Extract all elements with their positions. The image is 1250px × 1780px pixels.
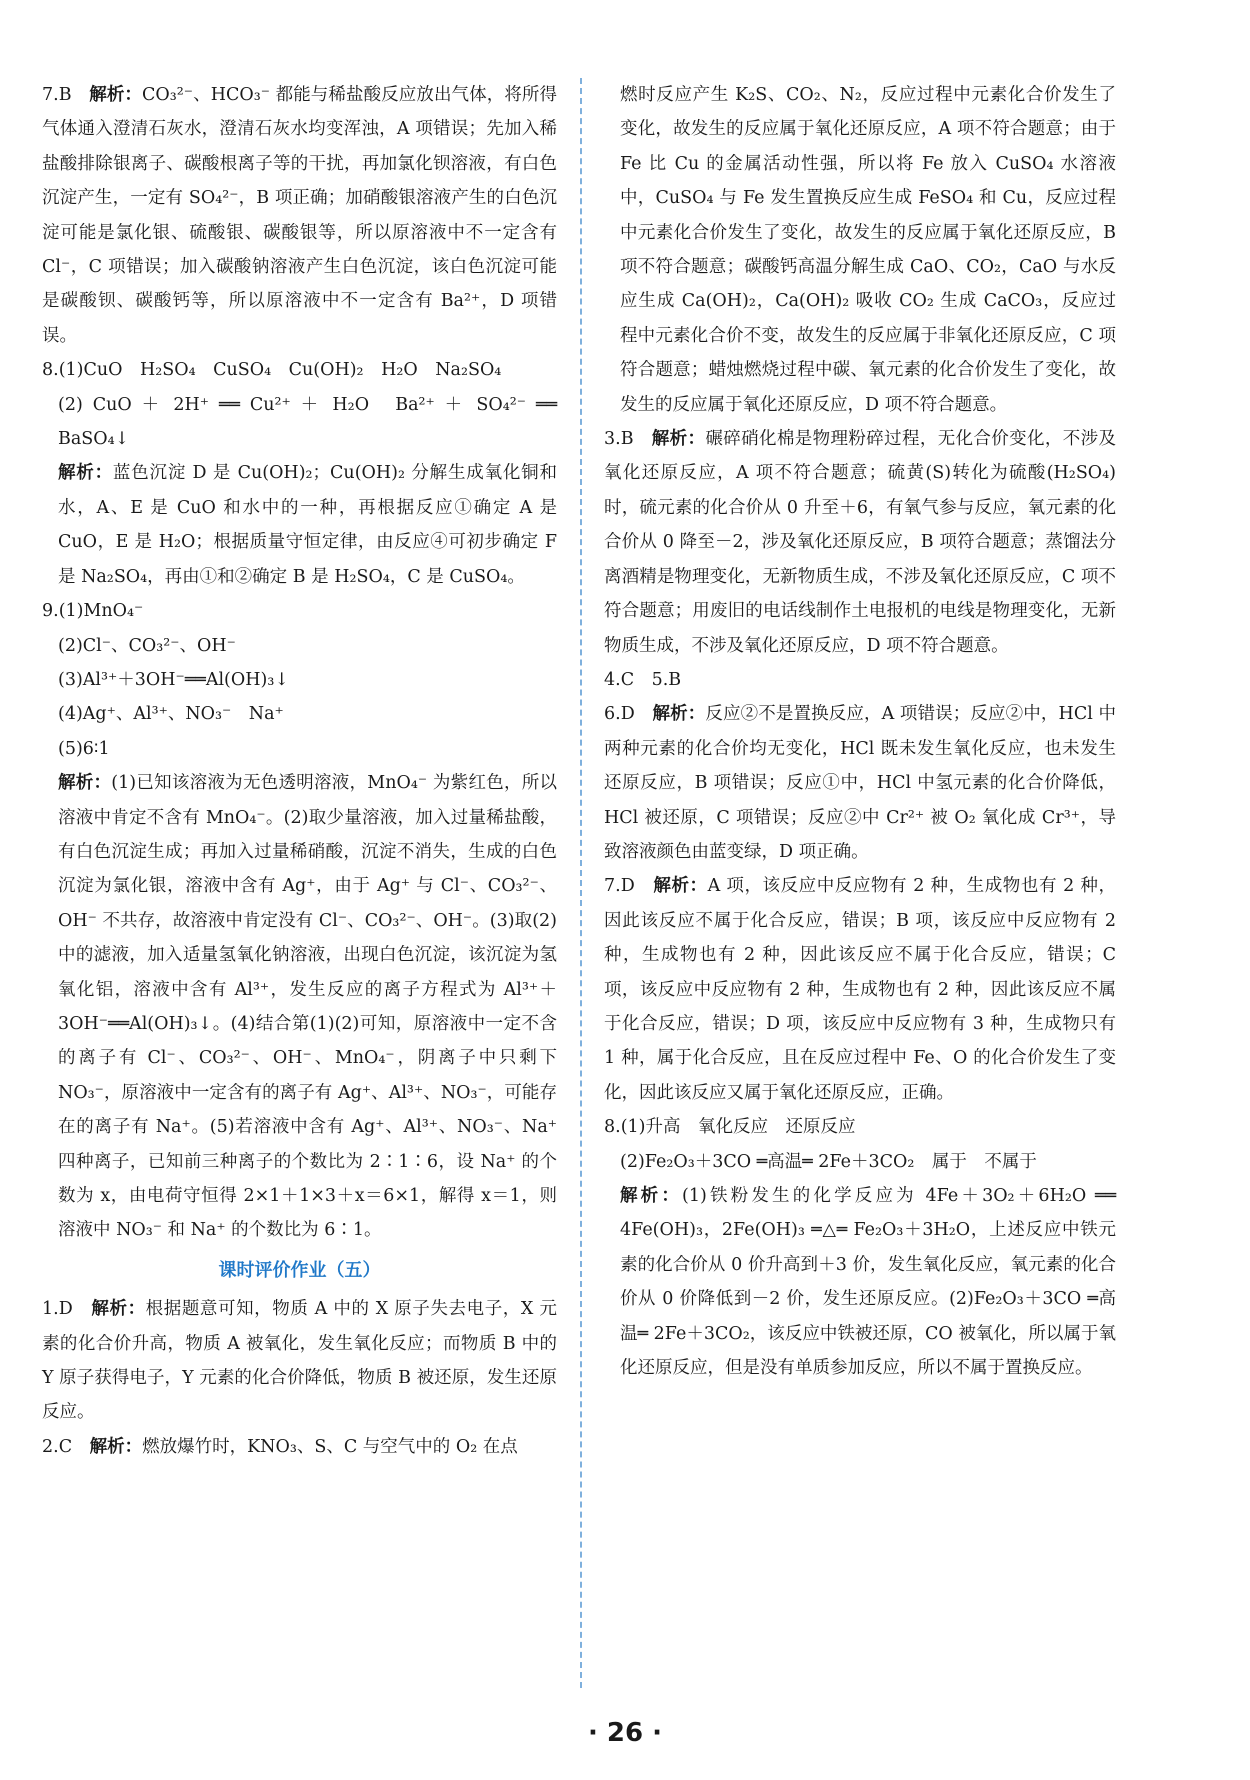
answer-9-4: (4)Ag⁺、Al³⁺、NO₃⁻ Na⁺ [58,704,284,725]
section-answer-8-analysis: 解析：(1)铁粉发生的化学反应为 4Fe＋3O₂＋6H₂O ══ 4Fe(OH)₃，2Fe(OH)₃ ═△═ Fe₂O₃＋3H₂O，上述反应中铁元素的化合价从 0 价升高到＋3 价，发生氧化反应，氧元素的化合价从 0 价降低到－2 价，发生还原反应。(2)Fe₂O₃＋3CO ═高温═ 2Fe＋3CO₂，该反应中铁被还原，CO 被氧化，所以属于氧化还原反应，但是没有单质参加反应，所以不属于置换反应。 [620,1186,1117,1379]
section-answer-2-start: 2.C 解析：燃放爆竹时，KNO₃、S、C 与空气中的 O₂ 在点 [42,1436,518,1457]
page-number [0,1718,1250,1748]
analysis-marker: 解析： [620,1186,683,1206]
answer-8-analysis: 解析：蓝色沉淀 D 是 Cu(OH)₂；Cu(OH)₂ 分解生成氧化铜和水，A、E 是 CuO 和水中的一种，再根据反应①确定 A 是 CuO，E 是 H₂O；根据质量守恒定律，由反应④可初步确定 F 是 Na₂SO₄，再由①和②确定 B 是 H₂SO₄，C 是 CuSO₄。 [58,463,557,587]
answer-9-3: (3)Al³⁺＋3OH⁻══Al(OH)₃↓ [58,669,290,690]
answer-9-5: (5)6∶1 [58,738,110,759]
analysis-marker: 解析： [651,429,706,450]
page-dot-left: · [587,1718,607,1748]
analysis-marker: 解析： [58,773,112,794]
answer-9-2: (2)Cl⁻、CO₃²⁻、OH⁻ [58,635,236,656]
analysis-marker: 解析： [91,1299,146,1320]
analysis-marker: 解析： [89,85,143,105]
section-answer-1: 1.D 解析：根据题意可知，物质 A 中的 X 原子失去电子，X 元素的化合价升高，物质 A 被氧化，发生氧化反应；而物质 B 中的 Y 原子获得电子，Y 元素的化合价降低，物质 B 被还原，发生还原反应。 [42,1299,558,1423]
section-title: 课时评价作业（五） [218,1259,381,1281]
answer-7: 7.B 解析：CO₃²⁻、HCO₃⁻ 都能与稀盐酸反应放出气体，将所得气体通入澄清石灰水，澄清石灰水均变浑浊，A 项错误；先加入稀盐酸排除银离子、碳酸根离子等的干扰，再加氯化钡溶液，有白色沉淀产生，一定有 SO₄²⁻，B 项正确；加硝酸银溶液产生的白色沉淀可能是氯化银、硫酸银、碳酸银等，所以原溶液中不一定含有 Cl⁻，C 项错误；加入碳酸钠溶液产生白色沉淀，该白色沉淀可能是碳酸钡、碳酸钙等，所以原溶液中不一定含有 Ba²⁺，D 项错误。 [42,85,557,346]
analysis-marker: 解析： [653,876,708,897]
section-answer-8-1: 8.(1)升高 氧化反应 还原反应 [604,1117,856,1138]
left-column [42,78,557,1464]
section-answer-6: 6.D 解析：反应②不是置换反应，A 项错误；反应②中，HCl 中两种元素的化合价均无变化，HCl 既未发生氧化反应，也未发生还原反应，B 项错误；反应①中，HCl 中氢元素的化合价降低，HCl 被还原，C 项错误；反应②中 Cr²⁺ 被 O₂ 氧化成 Cr³⁺，导致溶液颜色由蓝变绿，D 项正确。 [604,704,1116,862]
section-answer-3: 3.B 解析：碾碎硝化棉是物理粉碎过程，无化合价变化，不涉及氧化还原反应，A 项不符合题意；硫黄(S)转化为硫酸(H₂SO₄)时，硫元素的化合价从 0 升至＋6，有氧气参与反应，氧元素的化合价从 0 降至－2，涉及氧化还原反应，B 项符合题意；蒸馏法分离酒精是物理变化，无新物质生成，不涉及氧化还原反应，C 项不符合题意；用废旧的电话线制作土电报机的电线是物理变化，无新物质生成，不涉及氧化还原反应，D 项不符合题意。 [604,429,1117,656]
analysis-marker: 解析： [652,704,706,725]
analysis-marker: 解析： [89,1436,143,1457]
section-answer-7: 7.D 解析：A 项，该反应中反应物有 2 种，生成物也有 2 种，因此该反应不属于化合反应，错误；B 项，该反应中反应物有 2 种，生成物也有 2 种，因此该反应不属于化合反应，错误；C 项，该反应中反应物有 2 种，生成物也有 2 种，因此该反应不属于化合反应，错误；D 项，该反应中反应物有 3 种，生成物只有 1 种，属于化合反应，且在反应过程中 Fe、O 的化合价发生了变化，因此该反应又属于氧化还原反应，正确。 [604,876,1117,1103]
page-dot-right: · [643,1718,663,1748]
answer-8-1: 8.(1)CuO H₂SO₄ CuSO₄ Cu(OH)₂ H₂O Na₂SO₄ [42,360,502,381]
column-divider [580,78,582,1688]
section-answer-4-5: 4.C 5.B [604,669,682,690]
answer-8-2: (2) CuO ＋ 2H⁺ ══ Cu²⁺ ＋ H₂O Ba²⁺ ＋ SO₄²⁻ ══ BaSO₄↓ [58,394,557,450]
section-answer-8-2: (2)Fe₂O₃＋3CO ═高温═ 2Fe＋3CO₂ 属于 不属于 [620,1151,1037,1172]
right-column [604,78,1116,1385]
section-answer-2-cont: 燃时反应产生 K₂S、CO₂、N₂，反应过程中元素化合价发生了变化，故发生的反应属于氧化还原反应，A 项不符合题意；由于 Fe 比 Cu 的金属活动性强，所以将 Fe 放入 CuSO₄ 水溶液中，CuSO₄ 与 Fe 发生置换反应生成 FeSO₄ 和 Cu，反应过程中元素化合价发生了变化，故发生的反应属于氧化还原反应，B 项不符合题意；碳酸钙高温分解生成 CaO、CO₂，CaO 与水反应生成 Ca(OH)₂，Ca(OH)₂ 吸收 CO₂ 生成 CaCO₃，反应过程中元素化合价不变，故发生的反应属于非氧化还原反应，C 项符合题意；蜡烛燃烧过程中碳、氧元素的化合价发生了变化，故发生的反应属于氧化还原反应，D 项不符合题意。 [620,85,1116,415]
analysis-marker: 解析： [58,463,113,484]
answer-9-analysis: 解析：(1)已知该溶液为无色透明溶液，MnO₄⁻ 为紫红色，所以溶液中肯定不含有 MnO₄⁻。(2)取少量溶液，加入过量稀盐酸，有白色沉淀生成；再加入过量稀硝酸，沉淀不消失，生成的白色沉淀为氯化银，溶液中含有 Ag⁺，由于 Ag⁺ 与 Cl⁻、CO₃²⁻、OH⁻ 不共存，故溶液中肯定没有 Cl⁻、CO₃²⁻、OH⁻。(3)取(2)中的滤液，加入适量氢氧化钠溶液，出现白色沉淀，该沉淀为氢氧化铝，溶液中含有 Al³⁺，发生反应的离子方程式为 Al³⁺＋3OH⁻══Al(OH)₃↓。(4)结合第(1)(2)可知，原溶液中一定不含的离子有 Cl⁻、CO₃²⁻、OH⁻、MnO₄⁻，阴离子中只剩下 NO₃⁻，原溶液中一定含有的离子有 Ag⁺、Al³⁺、NO₃⁻，可能存在的离子有 Na⁺。(5)若溶液中含有 Ag⁺、Al³⁺、NO₃⁻、Na⁺ 四种离子，已知前三种离子的个数比为 2∶1∶6，设 Na⁺ 的个数为 x，由电荷守恒得 2×1＋1×3＋x＝6×1，解得 x＝1，则溶液中 NO₃⁻ 和 Na⁺ 的个数比为 6∶1。 [58,773,558,1241]
page-number-value: 26 [606,1718,644,1748]
answer-9-1: 9.(1)MnO₄⁻ [42,601,144,622]
